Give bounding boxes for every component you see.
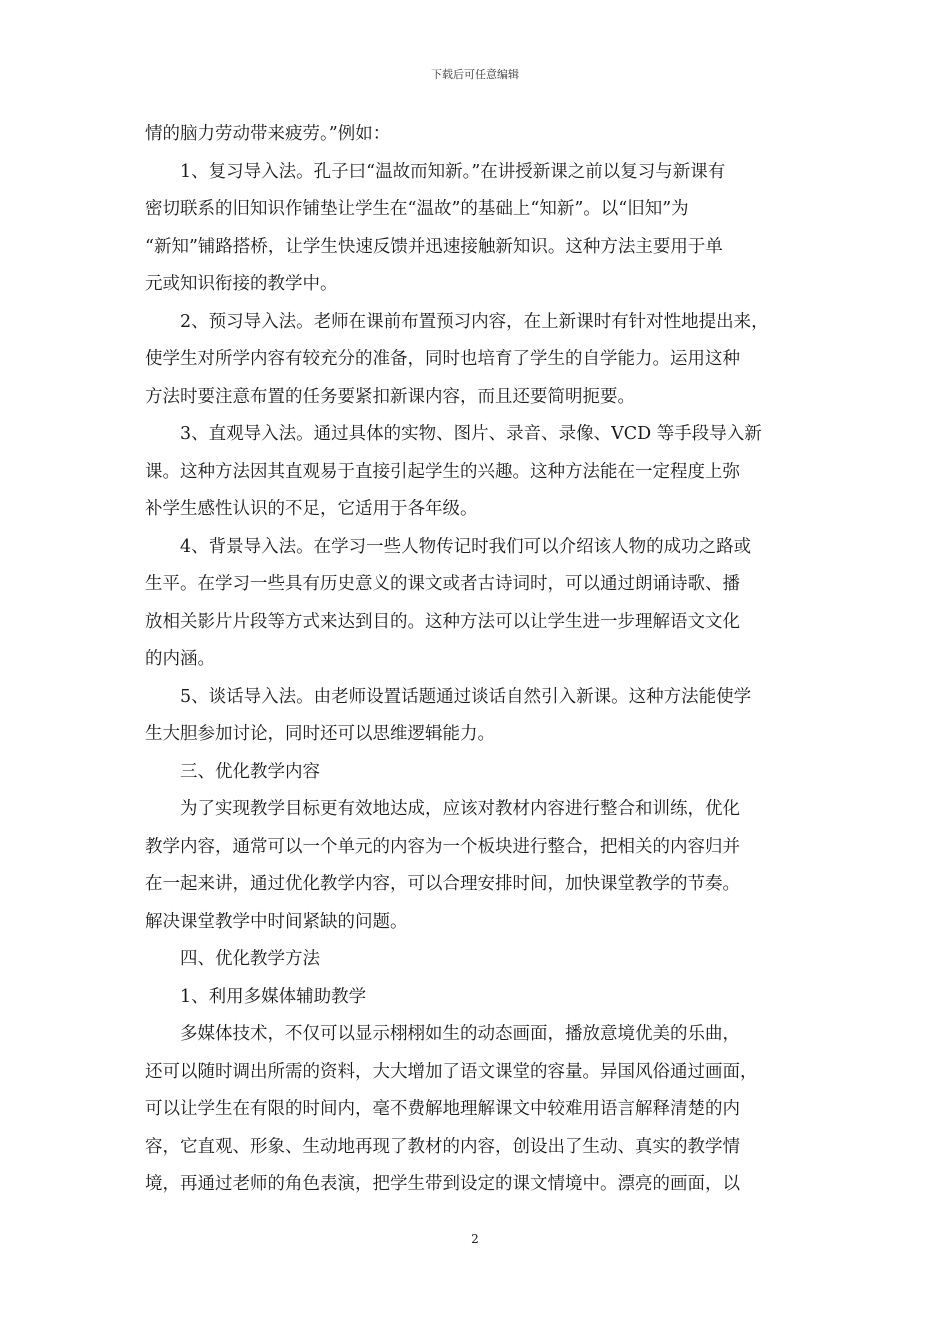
- subsection-heading: 1、利用多媒体辅助教学: [145, 986, 367, 1007]
- text-line: “新知”铺路搭桥，让学生快速反馈并迅速接触新知识。这种方法主要用于单: [145, 236, 723, 257]
- text-line: 使学生对所学内容有较充分的准备，同时也培育了学生的自学能力。运用这种: [145, 349, 740, 369]
- section-heading: 四、优化教学方法: [145, 949, 320, 969]
- text-line: 1、复习导入法。孔子曰“温故而知新。”在讲授新课之前以复习与新课有: [145, 161, 726, 182]
- text-line: 方法时要注意布置的任务要紧扣新课内容，而且还要简明扼要。: [145, 386, 635, 407]
- section-heading: 三、优化教学内容: [145, 761, 320, 782]
- text-line: 课。这种方法因其直观易于直接引起学生的兴趣。这种方法能在一定程度上弥: [145, 461, 740, 482]
- page-number: 2: [471, 1232, 479, 1246]
- text-line: 3、直观导入法。通过具体的实物、图片、录音、录像、VCD 等手段导入新: [145, 424, 762, 444]
- text-line: 容，它直观、形象、生动地再现了教材的内容，创设出了生动、真实的教学情: [145, 1136, 740, 1157]
- text-line: 2、预习导入法。老师在课前布置预习内容，在上新课时有针对性地提出来，: [145, 311, 769, 332]
- text-line: 生平。在学习一些具有历史意义的课文或者古诗词时，可以通过朗诵诗歌、播: [145, 574, 740, 594]
- text-line: 元或知识衔接的教学中。: [145, 274, 338, 294]
- document-body: [145, 116, 810, 1204]
- text-line: 教学内容，通常可以一个单元的内容为一个板块进行整合，把相关的内容归并: [145, 836, 740, 857]
- text-line: 生大胆参加讨论，同时还可以思维逻辑能力。: [145, 724, 495, 744]
- text-line: 放相关影片片段等方式来达到目的。这种方法可以让学生进一步理解语文文化: [145, 611, 740, 632]
- text-line: 解决课堂教学中时间紧缺的问题。: [145, 911, 408, 932]
- text-line: 情的脑力劳动带来疲劳。”例如：: [145, 124, 391, 144]
- text-line: 在一起来讲，通过优化教学内容，可以合理安排时间，加快课堂教学的节奏。: [145, 874, 740, 894]
- text-line: 补学生感性认识的不足，它适用于各年级。: [145, 499, 478, 519]
- text-line: 多媒体技术，不仅可以显示栩栩如生的动态画面，播放意境优美的乐曲，: [145, 1024, 740, 1044]
- text-line: 密切联系的旧知识作铺垫让学生在“温故”的基础上“知新”。以“旧知”为: [145, 199, 689, 219]
- text-line: 为了实现教学目标更有效地达成，应该对教材内容进行整合和训练，优化: [145, 799, 740, 819]
- text-line: 可以让学生在有限的时间内，毫不费解地理解课文中较难用语言解释清楚的内: [145, 1099, 740, 1119]
- text-line: 5、谈话导入法。由老师设置话题通过谈话自然引入新课。这种方法能使学: [145, 686, 752, 707]
- text-line: 还可以随时调出所需的资料，大大增加了语文课堂的容量。异国风俗通过画面，: [145, 1061, 758, 1082]
- text-line: 4、背景导入法。在学习一些人物传记时我们可以介绍该人物的成功之路或: [145, 536, 752, 557]
- text-line: 境，再通过老师的角色表演，把学生带到设定的课文情境中。漂亮的画面，以: [145, 1174, 740, 1194]
- page-header-note: 下载后可任意编辑: [431, 68, 519, 81]
- text-line: 的内涵。: [145, 649, 215, 669]
